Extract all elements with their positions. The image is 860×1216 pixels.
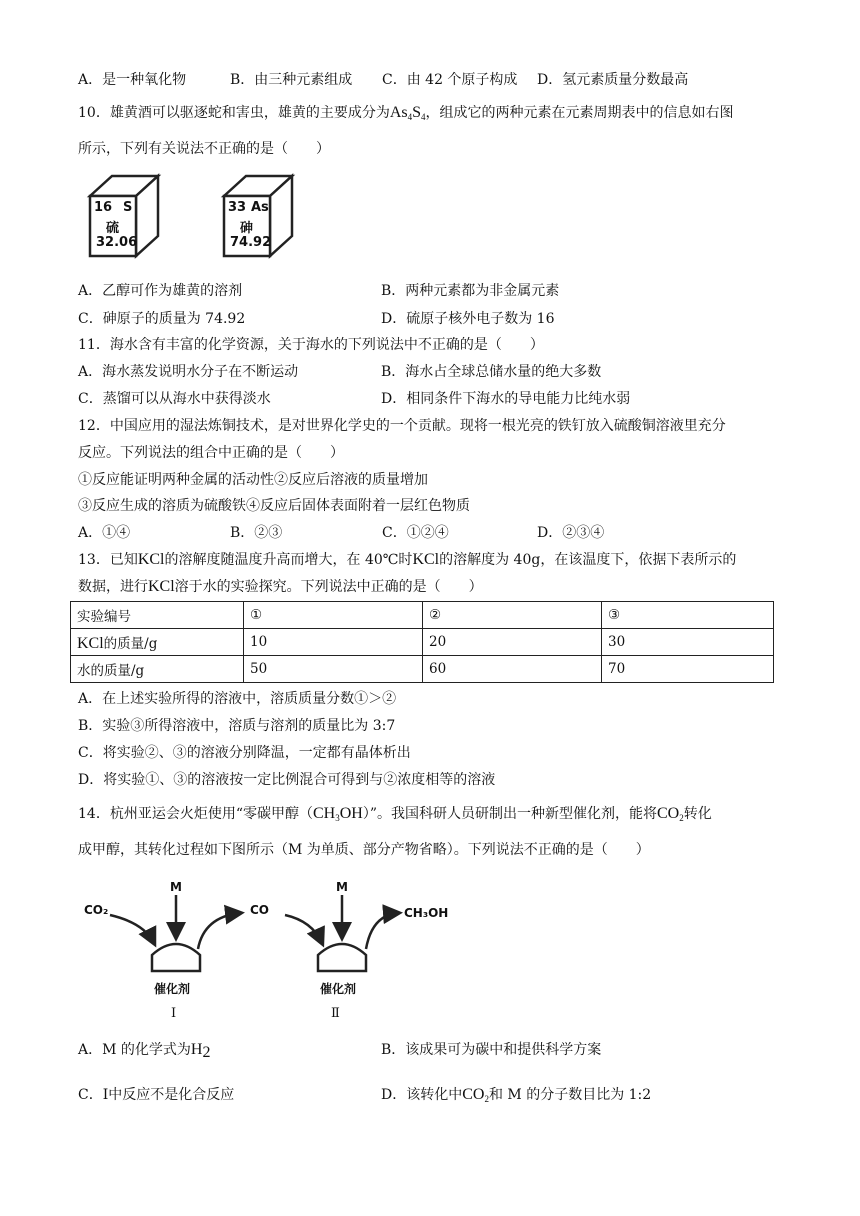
q13-data-table — [70, 601, 774, 683]
q11-option-c: C．蒸馏可以从海水中获得淡水 — [78, 391, 271, 407]
q11-option-b: B．海水占全球总储水量的绝大多数 — [381, 364, 602, 380]
label-m-1: M — [170, 880, 182, 894]
label-stage-2: Ⅱ — [331, 1006, 340, 1021]
q9-option-b: B．由三种元素组成 — [230, 72, 353, 88]
table-cell: 20 — [423, 629, 602, 656]
table-cell: KCl的质量/g — [71, 629, 244, 656]
element-as-number: 33 — [228, 200, 247, 215]
q10-option-b: B．两种元素都为非金属元素 — [381, 283, 560, 299]
element-s-number: 16 — [94, 200, 113, 215]
table-cell: 70 — [602, 656, 774, 683]
q13-option-d: D．将实验①、③的溶液按一定比例混合可得到与②浓度相等的溶液 — [78, 772, 496, 788]
q14-option-b: B．该成果可为碳中和提供科学方案 — [381, 1042, 602, 1058]
table-cell: 10 — [244, 629, 423, 656]
q12-stem-line2: 反应。下列说法的组合中正确的是（ ） — [78, 445, 344, 461]
label-catalyst-2: 催化剂 — [320, 982, 357, 996]
q12-option-b: B．②③ — [230, 525, 283, 541]
q13-stem-line2: 数据，进行KCl溶于水的实验探究。下列说法中正确的是（ ） — [78, 578, 483, 595]
q12-option-c: C．①②④ — [382, 525, 449, 541]
q11-stem: 11．海水含有丰富的化学资源，关于海水的下列说法中不正确的是（ ） — [78, 337, 544, 353]
q9-option-a: A．是一种氧化物 — [78, 72, 187, 88]
label-ch3oh: CH₃OH — [404, 906, 449, 920]
q12-option-a: A．①④ — [78, 525, 131, 541]
label-stage-1: Ⅰ — [171, 1006, 177, 1021]
q14-stem-line1: 14．杭州亚运会火炬使用“零碳甲醇$(CH_3OH)$”。我国科研人员研制出一种新型催化剂，能将$CO_2$转化 — [78, 805, 712, 823]
formula-as4s4: $As_4S_4$ — [389, 104, 426, 122]
q11-option-d: D．相同条件下海水的导电能力比纯水弱 — [381, 391, 631, 407]
label-m-2: M — [336, 880, 348, 894]
q14-option-d: D．该转化中$CO_2$和 M 的分子数目比为 1:2 — [381, 1086, 652, 1104]
catalyst-dome-1 — [152, 944, 200, 971]
arrow-ch3oh-out — [366, 913, 398, 949]
catalyst-dome-2 — [318, 944, 366, 971]
element-s-mass: 32.06 — [96, 235, 138, 250]
q13-option-b: B．实验③所得溶液中，溶质与溶剂的质量比为 3:7 — [78, 718, 396, 734]
table-row — [71, 656, 774, 683]
table-row — [71, 602, 774, 629]
table-row — [71, 629, 774, 656]
table-cell: 30 — [602, 629, 774, 656]
element-as-name: 砷 — [240, 221, 254, 236]
element-s-symbol: S — [123, 200, 133, 215]
q12-statements-1: ①反应能证明两种金属的活动性②反应后溶液的质量增加 — [78, 472, 428, 488]
q9-options — [78, 71, 688, 89]
table-cell: 60 — [423, 656, 602, 683]
label-co: CO — [250, 903, 270, 917]
q10-stem-line1: 10．雄黄酒可以驱逐蛇和害虫，雄黄的主要成分为$As_4S_4$，组成它的两种元素在元素周期表中的信息如右图 — [78, 104, 734, 122]
q13-stem-line1: 13．已知KCl的溶解度随温度升高而增大，在 40℃时KCl的溶解度为 40g，在该温度下，依据下表所示的 — [78, 551, 737, 568]
element-s-name: 硫 — [106, 221, 120, 236]
q9-option-d: D．氢元素质量分数最高 — [537, 72, 689, 88]
table-header-cell: ② — [423, 602, 602, 629]
q13-option-c: C．将实验②、③的溶液分别降温，一定都有晶体析出 — [78, 745, 411, 761]
arrow-co2-in — [110, 915, 154, 943]
table-cell: 50 — [244, 656, 423, 683]
q10-option-d: D．硫原子核外电子数为 16 — [381, 311, 555, 327]
q10-option-a: A．乙醇可作为雄黄的溶剂 — [78, 283, 243, 299]
q14-option-a: A．M 的化学式为H2 — [78, 1041, 211, 1061]
label-catalyst-1: 催化剂 — [154, 982, 191, 996]
q14-option-c: C．Ⅰ中反应不是化合反应 — [78, 1087, 235, 1103]
q13-option-a: A．在上述实验所得的溶液中，溶质质量分数①＞② — [78, 691, 397, 707]
element-cards-figure — [86, 172, 326, 264]
q9-option-c: C．由 42 个原子构成 — [382, 72, 518, 88]
q12-options — [78, 524, 604, 542]
element-as-mass: 74.92 — [230, 235, 272, 250]
element-as-symbol: As — [251, 200, 269, 215]
q12-option-d: D．②③④ — [537, 525, 605, 541]
table-header-cell: ① — [244, 602, 423, 629]
catalyst-conversion-diagram — [80, 875, 480, 1025]
q10-stem-line2: 所示，下列有关说法不正确的是（ ） — [78, 141, 330, 157]
q10-option-c: C．砷原子的质量为 74.92 — [78, 311, 246, 327]
table-header-cell: 实验编号 — [71, 602, 244, 629]
arrow-co-out — [198, 913, 240, 949]
table-header-cell: ③ — [602, 602, 774, 629]
q14-stem-line2: 成甲醇，其转化过程如下图所示（M 为单质、部分产物省略）。下列说法不正确的是（ ） — [78, 842, 650, 858]
table-cell: 水的质量/g — [71, 656, 244, 683]
arrow-co-in — [285, 915, 322, 943]
q11-option-a: A．海水蒸发说明水分子在不断运动 — [78, 364, 299, 380]
label-co2: CO₂ — [84, 903, 109, 917]
q12-statements-2: ③反应生成的溶质为硫酸铁④反应后固体表面附着一层红色物质 — [78, 498, 470, 514]
q12-stem-line1: 12．中国应用的湿法炼铜技术，是对世界化学史的一个贡献。现将一根光亮的铁钉放入硫酸铜溶液里充分 — [78, 418, 726, 434]
